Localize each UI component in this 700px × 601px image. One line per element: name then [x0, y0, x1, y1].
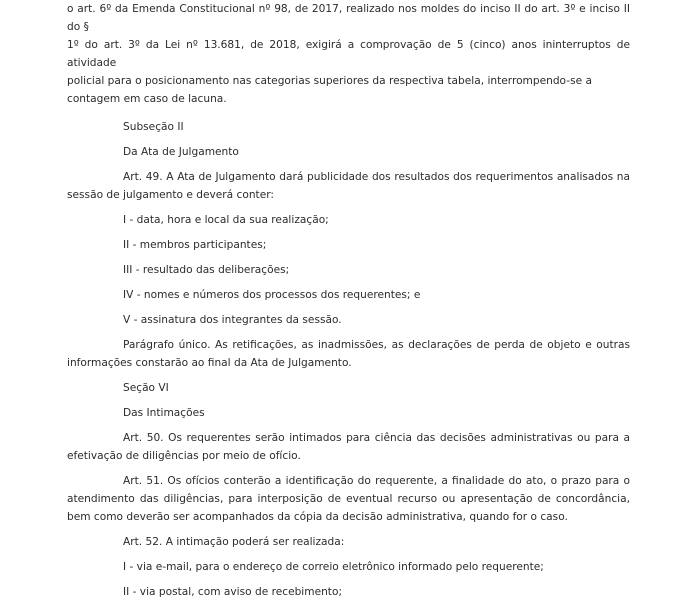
section-title: Das Intimações: [123, 407, 205, 419]
art49-item: IV - nomes e números dos processos dos requerentes; e: [123, 289, 421, 301]
article-51: Art. 51. Os ofícios conterão a identificação do requerente, a finalidade do ato, o prazo para o atendimento das diligências, para interposição de eventual recurso ou apresentação de concordância, bem como deverão ser acompanhados da cópia da decisão administrativa, quando for o caso.: [67, 475, 630, 523]
section-label: Seção VI: [123, 382, 169, 394]
document-page: [67, 0, 630, 601]
art49-item: I - data, hora e local da sua realização;: [123, 214, 329, 226]
intro-paragraph: [67, 0, 630, 108]
article-52: Art. 52. A intimação poderá ser realizada:: [123, 536, 345, 548]
art49-item: V - assinatura dos integrantes da sessão.: [123, 314, 342, 326]
intro-line: contagem em caso de lacuna.: [67, 93, 227, 105]
art49-item: II - membros participantes;: [123, 239, 267, 251]
intro-line: 1º do art. 3º da Lei nº 13.681, de 2018, exigirá a comprovação de 5 (cinco) anos ininterruptos de atividade: [67, 39, 630, 69]
art52-item: II - via postal, com aviso de recebimento;: [123, 586, 343, 598]
subsection-label: Subseção II: [123, 121, 184, 133]
article-50: Art. 50. Os requerentes serão intimados para ciência das decisões administrativas ou para a efetivação de diligências por meio de ofício.: [67, 432, 630, 462]
intro-line: policial para o posicionamento nas categorias superiores da respectiva tabela, interrompendo-se a: [67, 75, 592, 87]
article-49: Art. 49. A Ata de Julgamento dará publicidade dos resultados dos requerimentos analisados na sessão de julgamento e deverá conter:: [67, 171, 630, 201]
intro-line: o art. 6º da Emenda Constitucional nº 98, de 2017, realizado nos moldes do inciso II do art. 3º e inciso II do §: [67, 3, 630, 33]
paragrafo-unico: Parágrafo único. As retificações, as inadmissões, as declarações de perda de objeto e outras informações constarão ao final da Ata de Julgamento.: [67, 339, 630, 369]
art49-item: III - resultado das deliberações;: [123, 264, 290, 276]
subsection-title: Da Ata de Julgamento: [123, 146, 239, 158]
art52-item: I - via e-mail, para o endereço de correio eletrônico informado pelo requerente;: [123, 561, 544, 573]
